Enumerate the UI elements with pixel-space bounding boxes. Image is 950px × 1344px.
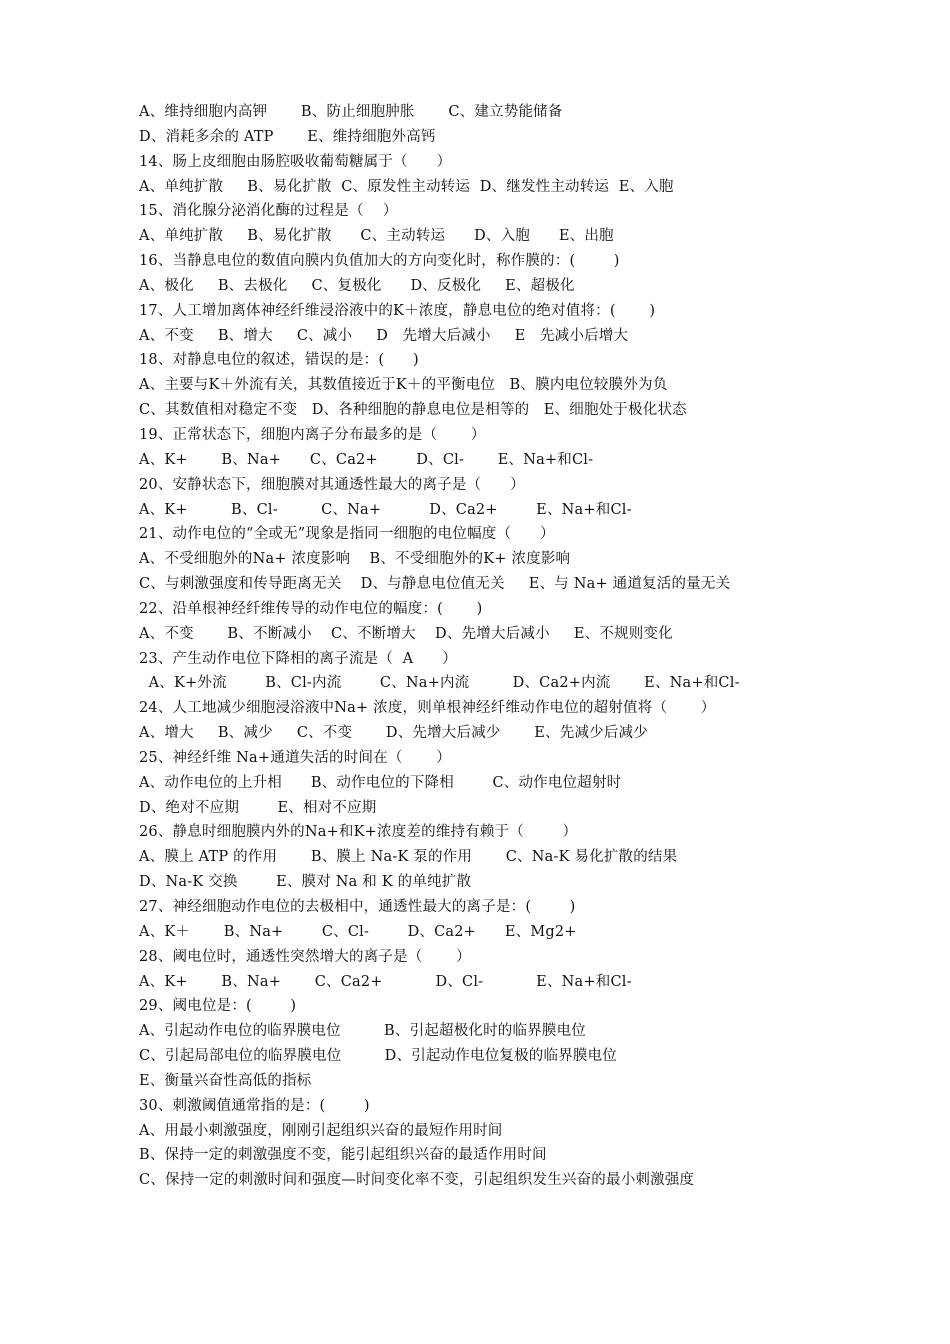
- text-line: A、K+ B、Na+ C、Ca2+ D、Cl- E、Na+和Cl-: [139, 451, 594, 468]
- question-26: 26、静息时细胞膜内外的Na+和K+浓度差的维持有赖于（ ）: [139, 824, 578, 841]
- text-line: A、主要与K＋外流有关，其数值接近于K＋的平衡电位 B、膜内电位较膜外为负: [139, 377, 668, 394]
- text-line: C、保持一定的刺激时间和强度—时间变化率不变，引起组织发生兴奋的最小刺激强度: [139, 1172, 695, 1189]
- question-24: 24、人工地减少细胞浸浴液中Na+ 浓度，则单根神经纤维动作电位的超射值将（ ）: [139, 700, 716, 717]
- text-line: A、K＋ B、Na+ C、Cl- D、Ca2+ E、Mg2+: [139, 923, 577, 940]
- text-line: D、Na-K 交换 E、膜对 Na 和 K 的单纯扩散: [139, 874, 472, 891]
- text-line: D、消耗多余的 ATP E、维持细胞外高钙: [139, 128, 436, 145]
- question-27: 27、神经细胞动作电位的去极相中，通透性最大的离子是：( ): [139, 899, 576, 915]
- question-text-block: [139, 100, 819, 1193]
- text-line: A、膜上 ATP 的作用 B、膜上 Na-K 泵的作用 C、Na-K 易化扩散的结果: [139, 849, 678, 866]
- question-25: 25、神经纤维 Na+通道失活的时间在（ ）: [139, 749, 451, 766]
- text-line: A、K+ B、Na+ C、Ca2+ D、Cl- E、Na+和Cl-: [139, 973, 632, 990]
- text-line: A、增大 B、减少 C、不变 D、先增大后减少 E、先减少后减少: [139, 725, 648, 742]
- text-line: B、保持一定的刺激强度不变，能引起组织兴奋的最适作用时间: [139, 1147, 547, 1164]
- question-18: 18、对静息电位的叙述，错误的是：( ): [139, 352, 419, 369]
- text-line: A、极化 B、去极化 C、复极化 D、反极化 E、超极化: [139, 277, 575, 294]
- question-19: 19、正常状态下，细胞内离子分布最多的是（ ）: [139, 426, 486, 443]
- question-23: 23、产生动作电位下降相的离子流是（ A ）: [139, 650, 457, 667]
- question-28: 28、阈电位时，通透性突然增大的离子是（ ）: [139, 948, 471, 965]
- question-29: 29、阈电位是：( ): [139, 998, 297, 1015]
- text-line: A、单纯扩散 B、易化扩散 C、主动转运 D、入胞 E、出胞: [139, 228, 614, 245]
- question-30: 30、刺激阈值通常指的是：( ): [139, 1097, 370, 1114]
- question-20: 20、安静状态下，细胞膜对其通透性最大的离子是（ ）: [139, 476, 525, 493]
- question-16: 16、当静息电位的数值向膜内负值加大的方向变化时，称作膜的：( ): [139, 253, 620, 270]
- text-line: A、单纯扩散 B、易化扩散 C、原发性主动转运 D、继发性主动转运 E、入胞: [139, 178, 674, 195]
- text-line: A、不变 B、不断减小 C、不断增大 D、先增大后减小 E、不规则变化: [139, 625, 673, 642]
- question-17: 17、人工增加离体神经纤维浸浴液中的K＋浓度，静息电位的绝对值将：( ): [139, 302, 656, 319]
- question-21: 21、动作电位的“全或无”现象是指同一细胞的电位幅度（ ）: [139, 526, 555, 543]
- question-22: 22、沿单根神经纤维传导的动作电位的幅度：( ): [139, 600, 483, 617]
- text-line: E、衡量兴奋性高低的指标: [139, 1072, 312, 1089]
- text-line: C、与刺激强度和传导距离无关 D、与静息电位值无关 E、与 Na+ 通道复活的量无关: [139, 576, 731, 593]
- text-line: A、K+外流 B、Cl-内流 C、Na+内流 D、Ca2+内流 E、Na+和Cl-: [139, 675, 740, 692]
- question-14: 14、肠上皮细胞由肠腔吸收葡萄糖属于（ ）: [139, 153, 452, 170]
- text-line: A、K+ B、Cl- C、Na+ D、Ca2+ E、Na+和Cl-: [139, 501, 632, 518]
- text-line: D、绝对不应期 E、相对不应期: [139, 799, 377, 816]
- text-line: C、引起局部电位的临界膜电位 D、引起动作电位复极的临界膜电位: [139, 1048, 617, 1065]
- text-line: A、动作电位的上升相 B、动作电位的下降相 C、动作电位超射时: [139, 774, 622, 791]
- text-line: A、用最小刺激强度，刚刚引起组织兴奋的最短作用时间: [139, 1122, 503, 1139]
- question-15: 15、消化腺分泌消化酶的过程是（ ）: [139, 203, 398, 220]
- text-line: A、维持细胞内高钾 B、防止细胞肿胀 C、建立势能储备: [139, 104, 563, 120]
- text-line: A、不受细胞外的Na+ 浓度影响 B、不受细胞外的K+ 浓度影响: [139, 551, 571, 568]
- text-line: C、其数值相对稳定不变 D、各种细胞的静息电位是相等的 E、细胞处于极化状态: [139, 402, 687, 419]
- text-line: A、不变 B、增大 C、减小 D 先增大后减小 E 先减小后增大: [139, 327, 629, 344]
- text-line: A、引起动作电位的临界膜电位 B、引起超极化时的临界膜电位: [139, 1023, 587, 1040]
